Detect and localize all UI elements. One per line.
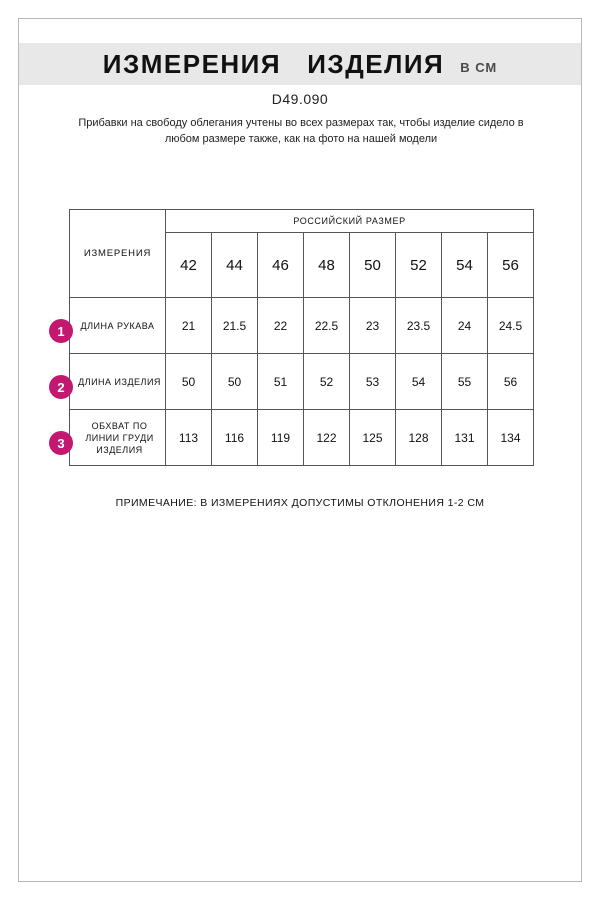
page-title: ИЗМЕРЕНИЯ ИЗДЕЛИЯ	[102, 48, 445, 79]
size-header-52: 52	[396, 233, 442, 298]
size-group-header: РОССИЙСКИЙ РАЗМЕР	[166, 210, 534, 233]
cell-length-54: 55	[442, 354, 488, 410]
row-label-garment-length: ДЛИНА ИЗДЕЛИЯ	[70, 354, 166, 410]
measurements-table	[69, 209, 534, 466]
cell-chest-50: 125	[350, 410, 396, 466]
fit-note: Прибавки на свободу облегания учтены во всех размерах так, чтобы изделие сидело в любом размере также, как на фото на нашей модели	[78, 117, 524, 145]
cell-chest-52: 128	[396, 410, 442, 466]
cell-length-44: 50	[212, 354, 258, 410]
cell-chest-56: 134	[488, 410, 534, 466]
cell-chest-54: 131	[442, 410, 488, 466]
row-bullet-1: 1	[49, 319, 73, 343]
cell-sleeve-42: 21	[166, 298, 212, 354]
cell-sleeve-56: 24.5	[488, 298, 534, 354]
row-label-sleeve-length: ДЛИНА РУКАВА	[70, 298, 166, 354]
cell-length-50: 53	[350, 354, 396, 410]
cell-sleeve-52: 23.5	[396, 298, 442, 354]
cell-sleeve-46: 22	[258, 298, 304, 354]
cell-length-56: 56	[488, 354, 534, 410]
header	[19, 43, 581, 85]
size-header-54: 54	[442, 233, 488, 298]
row-bullet-2: 2	[49, 375, 73, 399]
size-header-48: 48	[304, 233, 350, 298]
size-header-50: 50	[350, 233, 396, 298]
tolerance-note: ПРИМЕЧАНИЕ: В ИЗМЕРЕНИЯХ ДОПУСТИМЫ ОТКЛОНЕНИЯ 1-2 СМ	[115, 497, 485, 509]
table-group-header-row	[70, 210, 534, 233]
cell-sleeve-44: 21.5	[212, 298, 258, 354]
cell-chest-48: 122	[304, 410, 350, 466]
size-header-44: 44	[212, 233, 258, 298]
size-header-42: 42	[166, 233, 212, 298]
cell-chest-42: 113	[166, 410, 212, 466]
size-chart-page	[18, 18, 582, 882]
row-bullet-3: 3	[49, 431, 73, 455]
cell-sleeve-48: 22.5	[304, 298, 350, 354]
measurements-column-header: ИЗМЕРЕНИЯ	[70, 210, 166, 298]
table-row	[70, 298, 534, 354]
cell-length-48: 52	[304, 354, 350, 410]
cell-length-46: 51	[258, 354, 304, 410]
unit-label: В СМ	[460, 59, 498, 75]
cell-length-52: 54	[396, 354, 442, 410]
cell-chest-46: 119	[258, 410, 304, 466]
table-row	[70, 354, 534, 410]
size-header-46: 46	[258, 233, 304, 298]
cell-chest-44: 116	[212, 410, 258, 466]
cell-sleeve-50: 23	[350, 298, 396, 354]
table-row	[70, 410, 534, 466]
product-code: D49.090	[271, 91, 329, 107]
cell-sleeve-54: 24	[442, 298, 488, 354]
row-label-chest-girth: ОБХВАТ ПО ЛИНИИ ГРУДИ ИЗДЕЛИЯ	[70, 410, 166, 466]
size-header-56: 56	[488, 233, 534, 298]
cell-length-42: 50	[166, 354, 212, 410]
